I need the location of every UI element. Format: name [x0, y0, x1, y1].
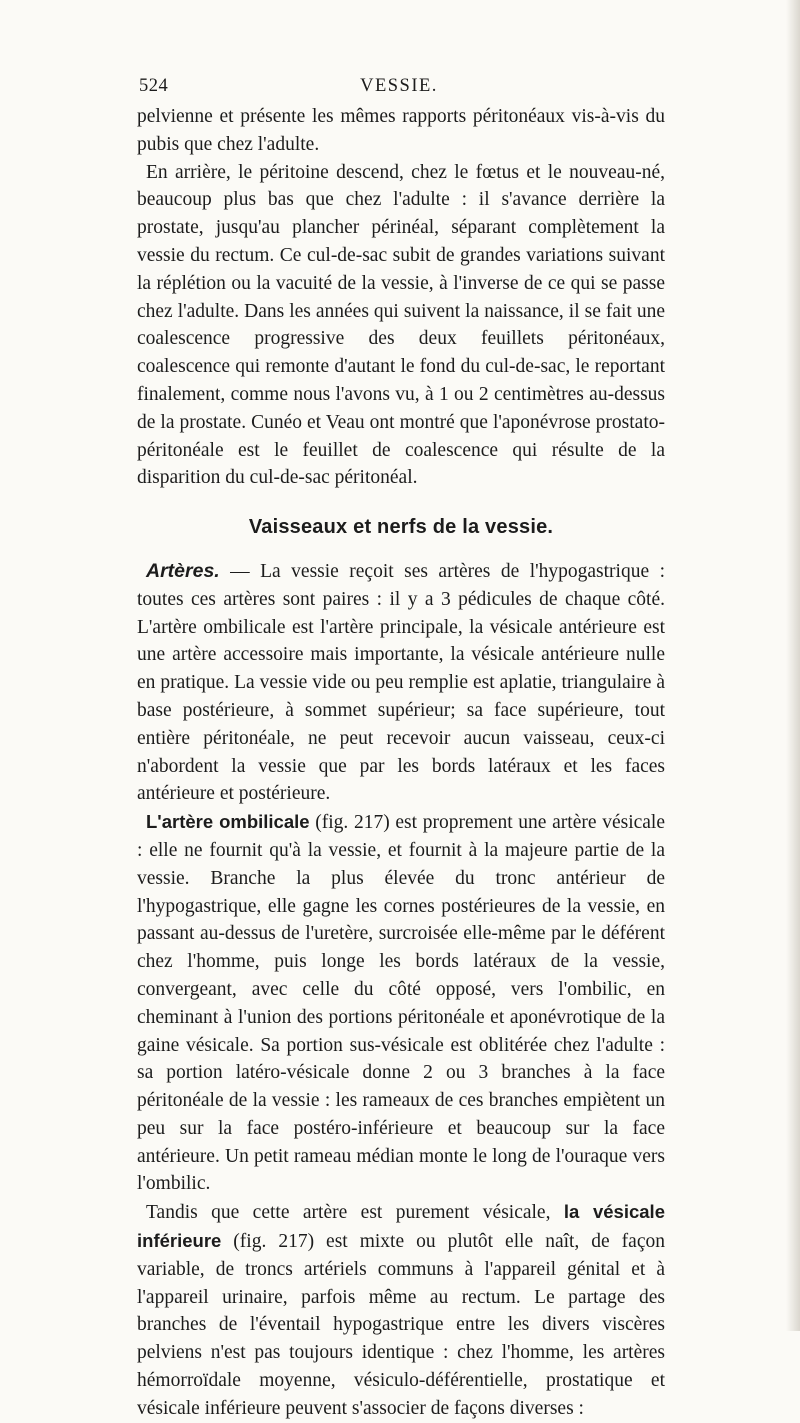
- arteres-text: — La vessie reçoit ses artères de l'hypogastrique : toutes ces artères sont paires : il y a 3 pédicules de chaque côté. L'artère ombilicale est l'artère principale, la vésicale antérieure est une artère accessoire mais importante, la vésicale antérieure nulle en pratique. La vessie vide ou peu remplie est aplatie, triangulaire à base postérieure, à sommet supérieur; sa face supérieure, tout entière péritonéale, ne peut recevoir aucun vaisseau, ceux-ci n'abordent la vessie que par les bords latéraux et les faces antérieure et postérieure.: [137, 560, 665, 805]
- running-title: VESSIE.: [360, 76, 438, 96]
- inferieure-lead: la vésicale inférieure: [137, 1201, 665, 1252]
- paragraph-ombilicale: [137, 808, 665, 1198]
- paragraph-vesicale-inferieure: [137, 1198, 665, 1422]
- arteres-lead: Artères.: [146, 559, 220, 582]
- paragraph-peritoine: En arrière, le péritoine descend, chez le fœtus et le nouveau-né, beaucoup plus bas que chez l'adulte : il s'avance derrière la prostate, jusqu'au plancher périnéal, séparant complètement la vessie du rectum. Ce cul-de-sac subit de grandes variations suivant la réplétion ou la vacuité de la vessie, à l'inverse de ce qui se passe chez l'adulte. Dans les années qui suivent la naissance, il se fait une coalescence progressive des deux feuillets péritonéaux, coalescence qui remonte d'autant le fond du cul-de-sac, le reportant finalement, comme nous l'avons vu, à 1 ou 2 centimètres au-dessus de la prostate. Cunéo et Veau ont montré que l'aponévrose prostato-péritonéale est le feuillet de coalescence qui résulte de la disparition du cul-de-sac péritonéal.: [137, 161, 665, 489]
- page-number: 524: [139, 76, 169, 96]
- page-body: [137, 103, 665, 1423]
- paragraph-arteres: [137, 558, 665, 808]
- paragraph-continuation: pelvienne et présente les mêmes rapports péritonéaux vis-à-vis du pubis que chez l'adulte.: [137, 106, 665, 155]
- section-heading: Vaisseaux et nerfs de la vessie.: [248, 516, 554, 539]
- page-edge-shadow: [786, 0, 800, 1331]
- inferieure-text: (fig. 217) est mixte ou plutôt elle naît, de façon variable, de troncs artériels communs à l'appareil génital et à l'appareil urinaire, parfois même au rectum. Le partage des branches de l'éventail hypogastrique entre les divers viscères pelviens n'est pas toujours identique : chez l'homme, les artères hémorroïdale moyenne, vésiculo-déférentielle, prostatique et vésicale inférieure peuvent s'associer de façons diverses :: [137, 1231, 665, 1419]
- ombilicale-lead: L'artère ombilicale: [146, 811, 310, 833]
- inferieure-pre: Tandis que cette artère est purement vésicale,: [146, 1202, 564, 1224]
- running-header: [139, 76, 659, 102]
- ombilicale-text: (fig. 217) est proprement une artère vésicale : elle ne fournit qu'à la vessie, et fournit à la majeure partie de la vessie. Branche la plus élevée du tronc antérieur de l'hypogastrique, elle gagne les cornes postérieures de la vessie, en passant au-dessus de l'uretère, surcroisée elle-même par le déférent chez l'homme, puis longe les bords latéraux de la vessie, convergeant, avec celle du côté opposé, vers l'ombilic, en cheminant à l'union des portions péritonéale et aponévrotique de la gaine vésicale. Sa portion sus-vésicale est oblitérée chez l'adulte : sa portion latéro-vésicale donne 2 ou 3 branches à la face péritonéale de la vessie : les rameaux de ces branches empiètent un peu sur la face postéro-inférieure et beaucoup sur la face antérieure. Un petit rameau médian monte le long de l'ouraque vers l'ombilic.: [137, 812, 665, 1195]
